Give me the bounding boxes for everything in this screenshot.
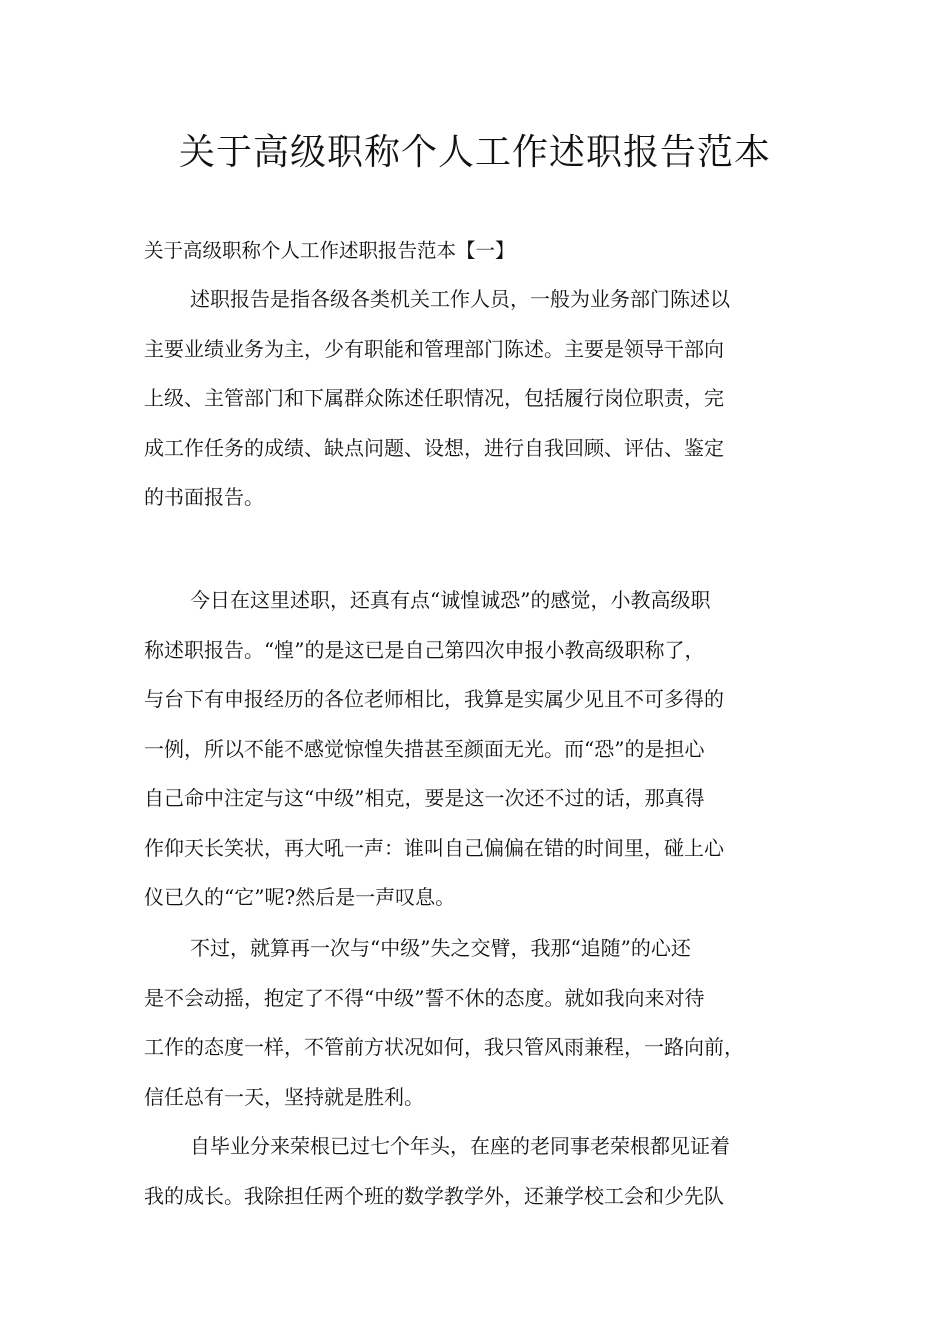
paragraph-line: 我的成长。我除担任两个班的数学教学外，还兼学校工会和少先队 [144,1183,724,1208]
paragraph-line: 上级、主管部门和下属群众陈述任职情况，包括履行岗位职责，完 [144,386,724,410]
paragraph-line: 自己命中注定与这“中级”相克，要是这一次还不过的话，那真得 [144,786,705,810]
paragraph-line: 称述职报告。“惶”的是这已是自己第四次申报小教高级职称了， [144,637,705,662]
paragraph-line: 工作的态度一样，不管前方状况如何，我只管风雨兼程，一路向前， [144,1035,744,1059]
paragraph-line: 仪已久的“它”呢?然后是一声叹息。 [144,885,456,909]
paragraph-line: 作仰天长笑状，再大吼一声：谁叫自己偏偏在错的时间里，碰上心 [144,835,724,860]
paragraph-1 [144,275,824,523]
paragraph-3 [144,924,824,1122]
section-heading: 关于高级职称个人工作述职报告范本【一】 [144,239,515,262]
paragraph-line: 的书面报告。 [144,485,264,509]
paragraph-line: 与台下有申报经历的各位老师相比，我算是实属少见且不可多得的 [144,687,724,711]
paragraph-line: 信任总有一天，坚持就是胜利。 [144,1084,424,1109]
paragraph-line: 成工作任务的成绩、缺点问题、设想，进行自我回顾、评估、鉴定 [144,435,724,460]
paragraph-line: 主要业绩业务为主，少有职能和管理部门陈述。主要是领导干部向 [144,336,724,361]
paragraph-2 [144,576,824,923]
paragraph-line: 一例，所以不能不感觉惊惶失措甚至颜面无光。而“恐”的是担心 [144,736,705,761]
document-title: 关于高级职称个人工作述职报告范本 [178,132,771,173]
paragraph-line: 今日在这里述职，还真有点“诚惶诚恐”的感觉，小教高级职 [190,588,711,612]
paragraph-line: 述职报告是指各级各类机关工作人员，一般为业务部门陈述以 [190,287,730,311]
paragraph-line: 是不会动摇，抱定了不得“中级”誓不休的态度。就如我向来对待 [144,985,705,1010]
paragraph-line: 不过，就算再一次与“中级”失之交臂，我那“追随”的心还 [190,936,691,960]
paragraph-line: 自毕业分来荣根已过七个年头，在座的老同事老荣根都见证着 [190,1134,730,1158]
paragraph-4 [144,1122,824,1221]
